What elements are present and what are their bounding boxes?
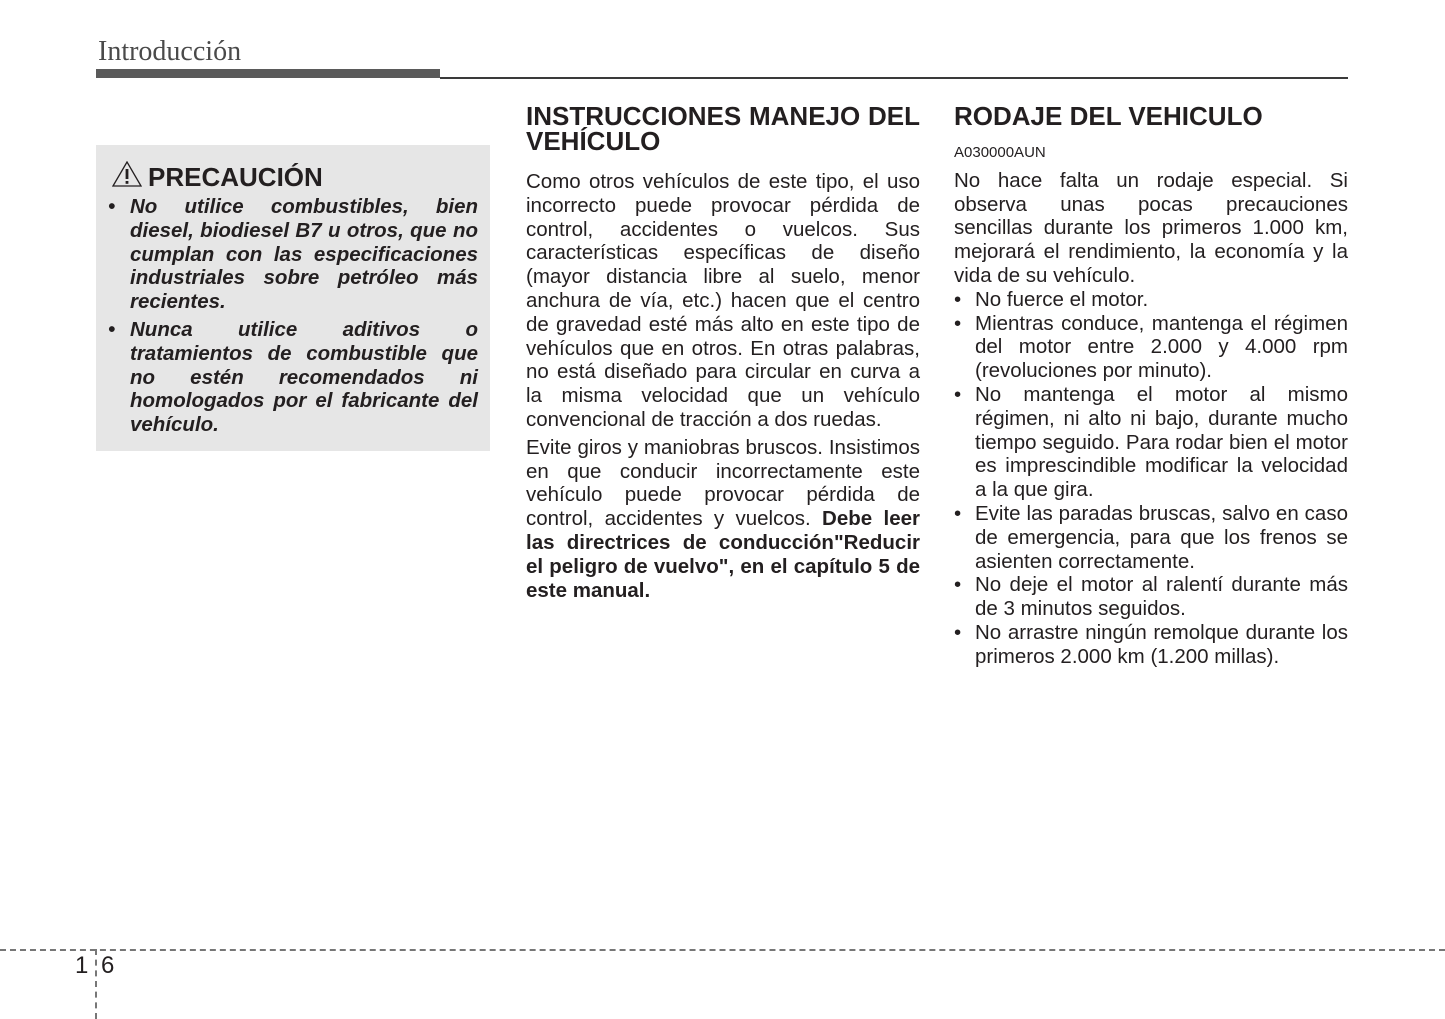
page-number: 6 xyxy=(101,952,115,979)
breakin-heading: RODAJE DEL VEHICULO xyxy=(954,101,1263,131)
footer-rule xyxy=(0,949,1445,951)
handling-heading: INSTRUCCIONES MANEJO DEL VEHÍCULO xyxy=(526,101,920,156)
handling-paragraph: Como otros vehículos de este tipo, el uso incorrecto puede provocar pérdida de control, accidentes o vuelcos. Sus características específicas de diseño (mayor distancia libre al suelo, menor anchura de vía, etc.) hacen que el centro de gravedad esté más alto en este tipo de vehículos que en otros. En otras palabras, no está diseñado para circular en curva a la misma velocidad que un vehículo convencional de tracción a dos ruedas. xyxy=(526,170,920,431)
breakin-intro: No hace falta un rodaje especial. Si observa unas pocas precauciones sencillas durante los primeros 1.000 km, mejorará el rendimiento, la economía y la vida de su vehículo. xyxy=(954,168,1348,287)
caution-item: • No utilice combustibles, bien diesel, biodiesel B7 u otros, que no cumplan con las especificaciones industriales sobre petróleo más recientes. xyxy=(108,195,478,314)
breakin-list xyxy=(954,288,1348,669)
caution-box xyxy=(96,145,490,451)
header-bar xyxy=(96,69,440,78)
handling-bold-text: Debe leer las directrices de conducción"Reducir el peligro de vuelvo", en el capítulo 5 de este manual. xyxy=(526,507,920,602)
breakin-item: • No mantenga el motor al mismo régimen, ni alto ni bajo, durante mucho tiempo seguido. Para rodar bien el motor es imprescindible modificar la velocidad a la que gira. xyxy=(954,383,1348,502)
breakin-item: • Evite las paradas bruscas, salvo en caso de emergencia, para que los frenos se asienten correctamente. xyxy=(954,502,1348,573)
handling-text: Evite giros y maniobras bruscos. Insistimos en que conducir incorrectamente este vehículo puede provocar pérdida de control, accidentes y vuelcos. xyxy=(526,435,920,531)
chapter-number: 1 xyxy=(75,952,89,979)
breakin-item: • No fuerce el motor. xyxy=(954,288,1348,312)
breakin-item: • Mientras conduce, mantenga el régimen del motor entre 2.000 y 4.000 rpm (revoluciones por minuto). xyxy=(954,312,1348,383)
reference-code: A030000AUN xyxy=(954,144,1046,161)
handling-paragraph xyxy=(526,436,920,603)
warning-triangle-icon xyxy=(112,161,142,194)
breakin-section xyxy=(954,101,1348,669)
caution-item: • Nunca utilice aditivos o tratamientos de combustible que no estén recomendados ni homologados por el fabricante del vehículo. xyxy=(108,318,478,437)
caution-heading xyxy=(112,161,323,194)
caution-title: PRECAUCIÓN xyxy=(148,162,323,192)
section-title: Introducción xyxy=(98,36,242,67)
footer-divider xyxy=(95,949,97,1019)
breakin-item: • No deje el motor al ralentí durante más de 3 minutos seguidos. xyxy=(954,573,1348,621)
breakin-item: • No arrastre ningún remolque durante los primeros 2.000 km (1.200 millas). xyxy=(954,621,1348,669)
caution-list xyxy=(108,195,478,441)
header-rule xyxy=(440,77,1348,79)
handling-section xyxy=(526,101,920,606)
